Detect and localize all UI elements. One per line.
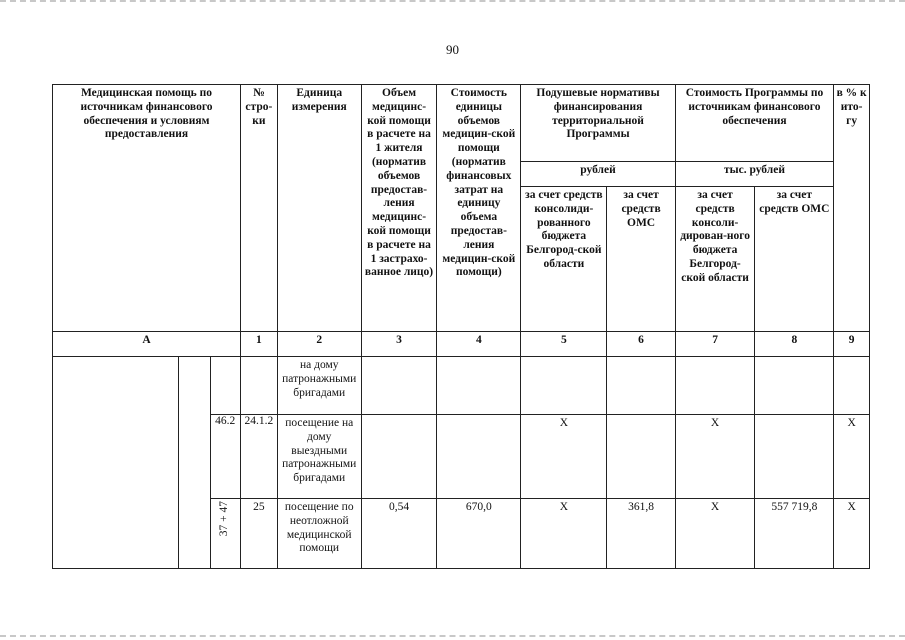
header-col-2: Единица измерения [277,85,361,332]
row-value-c8 [755,415,834,499]
row-unit-cell: посещение по неотложной медицинской помощи [277,499,361,569]
index-cell: 2 [277,332,361,357]
row-value-c4 [437,415,521,499]
index-cell: 4 [437,332,521,357]
table-row [53,357,870,415]
index-cell: А [53,332,241,357]
index-cell: 1 [240,332,277,357]
header-group-program-cost: Стоимость Программы по источникам финансового обеспечения [675,85,834,162]
row-value-c3 [361,357,437,415]
merged-subcategory-cell [179,357,211,569]
header-col-8: за счет средств ОМС [755,187,834,332]
row-ref-cell [210,357,240,415]
row-ref-vertical-text: 37 + 47 [218,501,231,537]
index-cell: 3 [361,332,437,357]
row-value-c3 [361,415,437,499]
row-value-c7 [675,357,755,415]
row-value-c8: 557 719,8 [755,499,834,569]
index-cell: 6 [607,332,675,357]
row-value-c4: 670,0 [437,499,521,569]
row-value-c5: Х [521,415,607,499]
row-value-c6: 361,8 [607,499,675,569]
row-ref-cell: 46.2 [210,415,240,499]
merged-category-cell [53,357,179,569]
row-value-c6 [607,357,675,415]
row-ref-cell [210,499,240,569]
index-cell: 8 [755,332,834,357]
row-value-c7: Х [675,415,755,499]
header-col-a: Медицинская помощь по источникам финансового обеспечения и условиям предоставления [53,85,241,332]
index-cell: 5 [521,332,607,357]
header-col-4: Стоимость единицы объемов медицин-ской помощи (норматив финансовых затрат на единицу объема предостав-ления медицин-ской помощи) [437,85,521,332]
header-col-9: в % к ито-гу [834,85,870,332]
row-line-cell: 25 [240,499,277,569]
header-col-1: № стро-ки [240,85,277,332]
page-bottom-edge [0,635,905,639]
row-value-c9: Х [834,415,870,499]
row-value-c4 [437,357,521,415]
index-row [53,332,870,357]
row-line-cell: 24.1.2 [240,415,277,499]
program-cost-table [52,84,870,569]
header-unit-rubles: рублей [521,162,675,187]
index-cell: 7 [675,332,755,357]
row-value-c5 [521,357,607,415]
page-top-edge [0,0,905,4]
index-cell: 9 [834,332,870,357]
row-value-c6 [607,415,675,499]
header-unit-thousand-rubles: тыс. рублей [675,162,834,187]
row-value-c3: 0,54 [361,499,437,569]
row-value-c7: Х [675,499,755,569]
header-col-5: за счет средств консолиди-рованного бюджета Белгород-ской области [521,187,607,332]
row-unit-cell: на дому патронажными бригадами [277,357,361,415]
header-col-7: за счет средств консоли-дирован-ного бюджета Белгород-ской области [675,187,755,332]
page-number: 90 [446,42,459,57]
row-value-c5: Х [521,499,607,569]
header-row-1 [53,85,870,162]
header-group-per-capita: Подушевые нормативы финансирования территориальной Программы [521,85,675,162]
row-unit-cell: посещение на дому выездными патронажными бригадами [277,415,361,499]
row-value-c8 [755,357,834,415]
header-col-6: за счет средств ОМС [607,187,675,332]
row-line-cell [240,357,277,415]
row-value-c9: Х [834,499,870,569]
row-value-c9 [834,357,870,415]
header-col-3: Объем медицинс-кой помощи в расчете на 1 жителя (норматив объемов предостав-ления медицинс-кой помощи в расчете на 1 застрахо-ванное лицо) [361,85,437,332]
